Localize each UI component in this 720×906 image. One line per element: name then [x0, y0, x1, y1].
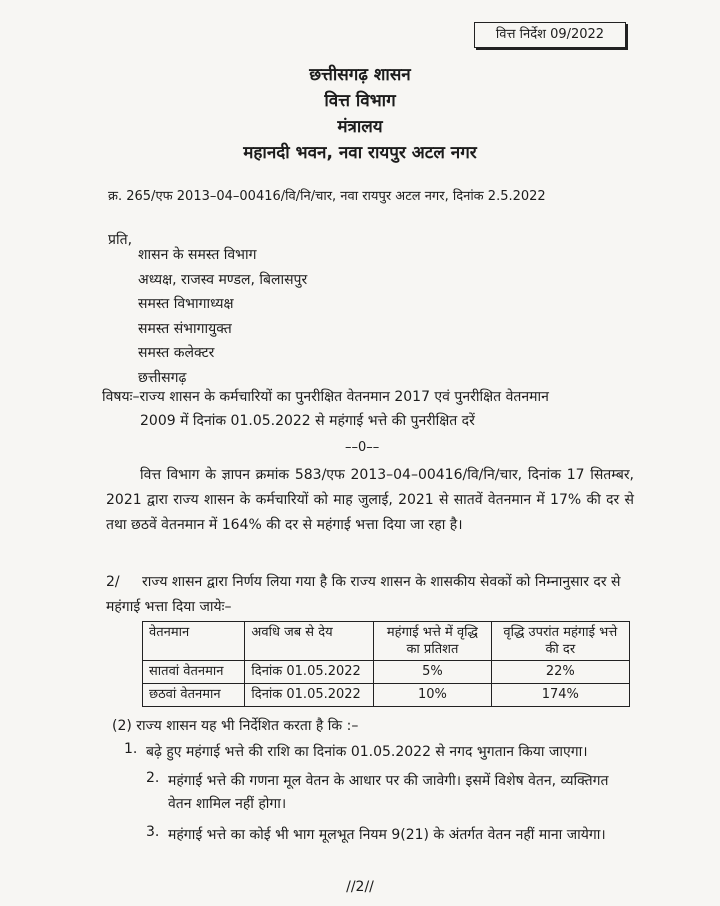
- paragraph-2-number: 2/: [106, 574, 120, 590]
- subject-line-2: 2009 में दिनांक 01.05.2022 से महंगाई भत्ते की पुनरीक्षित दरें: [140, 413, 475, 429]
- letterhead: [0, 62, 720, 166]
- table-header-cell: महंगाई भत्ते में वृद्धि का प्रतिशत: [374, 622, 491, 661]
- reference-label: वित्त निर्देश 09/2022: [474, 22, 626, 48]
- table-cell: 22%: [491, 661, 629, 684]
- to-label: प्रति,: [108, 232, 133, 248]
- table-cell: दिनांक 01.05.2022: [245, 684, 374, 707]
- table-cell: 10%: [374, 684, 491, 707]
- table-header-cell: वेतनमान: [143, 622, 245, 661]
- subject-line-1: विषयः–राज्य शासन के कर्मचारियों का पुनरीक्षित वेतनमान 2017 एवं पुनरीक्षित वेतनमान: [102, 389, 549, 405]
- da-rate-table: [142, 621, 630, 707]
- list-item-text: महंगाई भत्ते की गणना मूल वेतन के आधार पर की जावेगी। इसमें विशेष वेतन, व्यक्तिगत वेतन शामिल नहीं होगा।: [168, 773, 609, 812]
- recipient-item: छत्तीसगढ़: [138, 369, 187, 386]
- header-line-address: महानदी भवन, नवा रायपुर अटल नगर: [243, 143, 477, 163]
- recipient-item: समस्त कलेक्टर: [138, 345, 215, 361]
- list-item-number: 3.: [146, 824, 160, 840]
- table-header-cell: वृद्धि उपरांत महंगाई भत्ते की दर: [491, 622, 629, 661]
- table-row: [143, 684, 630, 707]
- header-line-state: छत्तीसगढ़ शासन: [309, 65, 411, 85]
- header-line-department: वित्त विभाग: [324, 91, 396, 111]
- list-item: [124, 741, 636, 764]
- paragraph-2: [106, 570, 634, 620]
- recipient-item: शासन के समस्त विभाग: [138, 247, 257, 263]
- list-item-number: 2.: [146, 770, 160, 786]
- recipient-list: [138, 243, 307, 390]
- directive-heading: (2) राज्य शासन यह भी निर्देशित करता है कि :–: [112, 718, 359, 734]
- table-row: [143, 661, 630, 684]
- header-line-ministry: मंत्रालय: [337, 117, 383, 137]
- list-item-text: बढ़े हुए महंगाई भत्ते की राशि का दिनांक 01.05.2022 से नगद भुगतान किया जाएगा।: [146, 744, 588, 760]
- table-cell: दिनांक 01.05.2022: [245, 661, 374, 684]
- separator: ––0––: [345, 440, 380, 455]
- recipient-item: समस्त विभागाध्यक्ष: [138, 296, 234, 312]
- list-item-text: महंगाई भत्ते का कोई भी भाग मूलभूत नियम 9(21) के अंतर्गत वेतन नहीं माना जायेगा।: [168, 827, 606, 843]
- table-cell: छठवां वेतनमान: [143, 684, 245, 707]
- table-header-cell: अवधि जब से देय: [245, 622, 374, 661]
- subject: [102, 385, 632, 433]
- page-number: //2//: [346, 879, 374, 895]
- paragraph-1: वित्त विभाग के ज्ञापन क्रमांक 583/एफ 2013–04–00416/वि/नि/चार, दिनांक 17 सितम्बर, 2021 द्वारा राज्य शासन के कर्मचारियों को माह जुलाई, 2021 से सातवें वेतनमान में 17% की दर से तथा छठवें वेतनमान में 164% की दर से महंगाई भत्ता दिया जा रहा है।: [106, 467, 634, 533]
- directive-points: [124, 741, 636, 847]
- table-header-row: [143, 622, 630, 661]
- table-cell: सातवां वेतनमान: [143, 661, 245, 684]
- letter-number: क्र. 265/एफ 2013–04–00416/वि/नि/चार, नवा रायपुर अटल नगर, दिनांक 2.5.2022: [108, 189, 546, 204]
- table-cell: 174%: [491, 684, 629, 707]
- recipient-item: अध्यक्ष, राजस्व मण्डल, बिलासपुर: [138, 271, 308, 288]
- table-cell: 5%: [374, 661, 491, 684]
- paragraph-2-text: राज्य शासन द्वारा निर्णय लिया गया है कि राज्य शासन के शासकीय सेवकों को निम्नानुसार दर से महंगाई भत्ता दिया जायेः–: [106, 574, 621, 615]
- recipient-item: समस्त संभागायुक्त: [138, 320, 232, 337]
- list-item-number: 1.: [124, 741, 138, 757]
- list-item: [124, 770, 636, 816]
- list-item: [124, 824, 636, 847]
